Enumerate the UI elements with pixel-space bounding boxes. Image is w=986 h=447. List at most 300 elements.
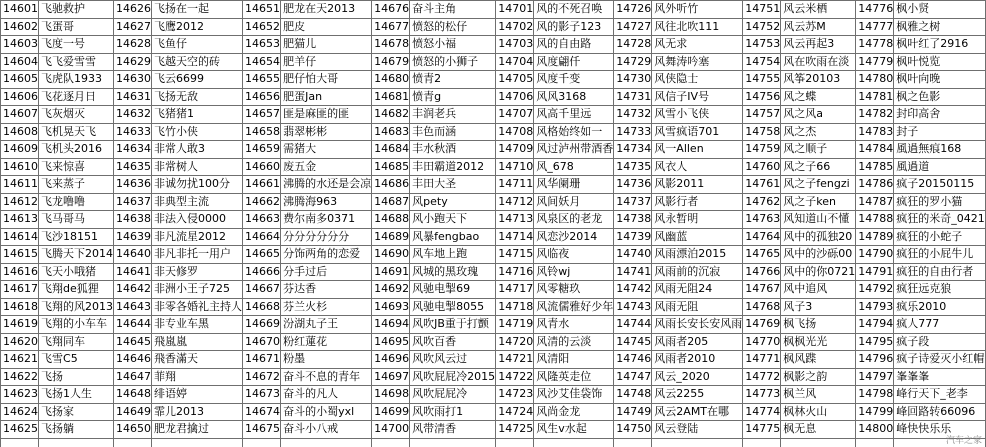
id-cell[interactable]: 14720 [496, 333, 534, 351]
name-cell[interactable]: 風過道 [894, 158, 986, 176]
id-cell[interactable]: 14790 [856, 246, 894, 264]
name-cell[interactable]: 芬达香 [281, 281, 372, 299]
id-cell[interactable]: 14701 [496, 1, 534, 19]
name-cell[interactable]: 风云苏M [781, 18, 856, 36]
id-cell[interactable]: 14771 [743, 351, 781, 369]
id-cell[interactable]: 14777 [856, 18, 894, 36]
name-cell[interactable]: 风雨者2010 [652, 351, 743, 369]
id-cell[interactable]: 14729 [614, 53, 652, 71]
id-cell[interactable]: 14634 [114, 141, 152, 159]
empty-cell[interactable] [243, 438, 281, 447]
id-cell[interactable]: 14624 [1, 403, 39, 421]
name-cell[interactable]: 风格始终如一 [534, 123, 614, 141]
name-cell[interactable]: 飞马哥马 [39, 211, 114, 229]
id-cell[interactable]: 14756 [743, 88, 781, 106]
name-cell[interactable]: 丰田大圣 [410, 176, 496, 194]
id-cell[interactable]: 14797 [856, 368, 894, 386]
name-cell[interactable]: 风清的云淡 [534, 333, 614, 351]
id-cell[interactable]: 14699 [372, 403, 410, 421]
name-cell[interactable]: 风幽蓝 [652, 228, 743, 246]
id-cell[interactable]: 14743 [614, 298, 652, 316]
id-cell[interactable]: 14760 [743, 158, 781, 176]
name-cell[interactable]: 飞云6699 [152, 71, 243, 89]
name-cell[interactable]: 风吹百香 [410, 333, 496, 351]
id-cell[interactable]: 14689 [372, 228, 410, 246]
id-cell[interactable]: 14798 [856, 386, 894, 404]
name-cell[interactable]: 飞雪C5 [39, 351, 114, 369]
name-cell[interactable]: 风筝20103 [781, 71, 856, 89]
id-cell[interactable]: 14694 [372, 316, 410, 334]
id-cell[interactable]: 14780 [856, 71, 894, 89]
id-cell[interactable]: 14604 [1, 53, 39, 71]
name-cell[interactable]: 风子3 [781, 298, 856, 316]
id-cell[interactable]: 14690 [372, 246, 410, 264]
id-cell[interactable]: 14736 [614, 176, 652, 194]
name-cell[interactable]: 风永暂明 [652, 211, 743, 229]
empty-cell[interactable] [496, 438, 534, 447]
name-cell[interactable]: 峰回路转66096 [894, 403, 986, 421]
empty-cell[interactable] [743, 438, 781, 447]
name-cell[interactable]: 风信子IV号 [652, 88, 743, 106]
id-cell[interactable]: 14714 [496, 228, 534, 246]
id-cell[interactable]: 14633 [114, 123, 152, 141]
id-cell[interactable]: 14762 [743, 193, 781, 211]
name-cell[interactable]: 风云登陆 [652, 421, 743, 439]
id-cell[interactable]: 14651 [243, 1, 281, 19]
name-cell[interactable]: 分手过后 [281, 263, 372, 281]
name-cell[interactable]: 枫枫光光 [781, 333, 856, 351]
id-cell[interactable]: 14638 [114, 211, 152, 229]
id-cell[interactable]: 14753 [743, 36, 781, 54]
name-cell[interactable]: 风吹风云过 [410, 351, 496, 369]
id-cell[interactable]: 14661 [243, 176, 281, 194]
id-cell[interactable]: 14696 [372, 351, 410, 369]
name-cell[interactable]: 飛嵐嵐 [152, 333, 243, 351]
id-cell[interactable]: 14722 [496, 368, 534, 386]
id-cell[interactable]: 14754 [743, 53, 781, 71]
name-cell[interactable]: 愤怒的小狮子 [410, 53, 496, 71]
id-cell[interactable]: 14692 [372, 281, 410, 299]
name-cell[interactable]: 奋斗的小蜀yxl [281, 403, 372, 421]
id-cell[interactable]: 14695 [372, 333, 410, 351]
id-cell[interactable]: 14677 [372, 18, 410, 36]
name-cell[interactable]: 沸腾海963 [281, 193, 372, 211]
id-cell[interactable]: 14645 [114, 333, 152, 351]
id-cell[interactable]: 14785 [856, 158, 894, 176]
name-cell[interactable]: 风临夜 [534, 246, 614, 264]
id-cell[interactable]: 14758 [743, 123, 781, 141]
id-cell[interactable]: 14723 [496, 386, 534, 404]
name-cell[interactable]: 疯乐2010 [894, 298, 986, 316]
name-cell[interactable]: 枫影之韵 [781, 368, 856, 386]
id-cell[interactable]: 14642 [114, 281, 152, 299]
name-cell[interactable]: 风高千里远 [534, 106, 614, 124]
id-cell[interactable]: 14657 [243, 106, 281, 124]
name-cell[interactable]: 非天修罗 [152, 263, 243, 281]
name-cell[interactable]: 疯子20150115 [894, 176, 986, 194]
name-cell[interactable]: 肥龙君擒过 [152, 421, 243, 439]
id-cell[interactable]: 14796 [856, 351, 894, 369]
name-cell[interactable]: 峯峯峯 [894, 368, 986, 386]
name-cell[interactable]: 奋斗主角 [410, 1, 496, 19]
empty-cell[interactable] [410, 438, 496, 447]
name-cell[interactable]: 风过泸州带酒香 [534, 141, 614, 159]
id-cell[interactable]: 14674 [243, 403, 281, 421]
id-cell[interactable]: 14759 [743, 141, 781, 159]
name-cell[interactable]: 风驰电掣69 [410, 281, 496, 299]
id-cell[interactable]: 14739 [614, 228, 652, 246]
name-cell[interactable]: 肥蛋Jan [281, 88, 372, 106]
id-cell[interactable]: 14622 [1, 368, 39, 386]
name-cell[interactable]: 风生v水起 [534, 421, 614, 439]
id-cell[interactable]: 14789 [856, 228, 894, 246]
name-cell[interactable]: 愤青g [410, 88, 496, 106]
name-cell[interactable]: 非常树人 [152, 158, 243, 176]
name-cell[interactable]: 飞猪猪1 [152, 106, 243, 124]
name-cell[interactable]: 风的影子123 [534, 18, 614, 36]
name-cell[interactable]: 风之顺子 [781, 141, 856, 159]
id-cell[interactable]: 14712 [496, 193, 534, 211]
name-cell[interactable]: 飞扬 [39, 368, 114, 386]
id-cell[interactable]: 14793 [856, 298, 894, 316]
id-cell[interactable]: 14648 [114, 386, 152, 404]
name-cell[interactable]: 霏儿2013 [152, 403, 243, 421]
name-cell[interactable]: 丰色而涵 [410, 123, 496, 141]
id-cell[interactable]: 14612 [1, 193, 39, 211]
id-cell[interactable]: 14683 [372, 123, 410, 141]
name-cell[interactable]: 风小跑天下 [410, 211, 496, 229]
id-cell[interactable]: 14748 [614, 386, 652, 404]
id-cell[interactable]: 14670 [243, 333, 281, 351]
name-cell[interactable]: 风舞涛吟塞 [652, 53, 743, 71]
id-cell[interactable]: 14767 [743, 281, 781, 299]
id-cell[interactable]: 14665 [243, 246, 281, 264]
name-cell[interactable]: 风影2011 [652, 176, 743, 194]
empty-cell[interactable] [781, 438, 856, 447]
id-cell[interactable]: 14707 [496, 106, 534, 124]
id-cell[interactable]: 14700 [372, 421, 410, 439]
id-cell[interactable]: 14706 [496, 88, 534, 106]
name-cell[interactable]: 肥仔怕大哥 [281, 71, 372, 89]
name-cell[interactable]: 肥羊仔 [281, 53, 372, 71]
id-cell[interactable]: 14680 [372, 71, 410, 89]
id-cell[interactable]: 14725 [496, 421, 534, 439]
name-cell[interactable]: 风的自由路 [534, 36, 614, 54]
id-cell[interactable]: 14761 [743, 176, 781, 194]
name-cell[interactable]: 风雨无阻 [652, 298, 743, 316]
id-cell[interactable]: 14611 [1, 176, 39, 194]
empty-cell[interactable] [281, 438, 372, 447]
name-cell[interactable]: 飞鹰2012 [152, 18, 243, 36]
id-cell[interactable]: 14610 [1, 158, 39, 176]
id-cell[interactable]: 14626 [114, 1, 152, 19]
id-cell[interactable]: 14615 [1, 246, 39, 264]
id-cell[interactable]: 14663 [243, 211, 281, 229]
name-cell[interactable]: 疯人777 [894, 316, 986, 334]
id-cell[interactable]: 14640 [114, 246, 152, 264]
empty-cell[interactable] [614, 438, 652, 447]
name-cell[interactable]: 风影行者 [652, 193, 743, 211]
name-cell[interactable]: 枫叶向晚 [894, 71, 986, 89]
id-cell[interactable]: 14717 [496, 281, 534, 299]
id-cell[interactable]: 14752 [743, 18, 781, 36]
name-cell[interactable]: 风中的你0721 [781, 263, 856, 281]
id-cell[interactable]: 14702 [496, 18, 534, 36]
name-cell[interactable]: 奋斗的凡人 [281, 386, 372, 404]
name-cell[interactable]: 风的不死召唤 [534, 1, 614, 19]
name-cell[interactable]: 飞扬1人生 [39, 386, 114, 404]
name-cell[interactable]: 疯子段 [894, 333, 986, 351]
name-cell[interactable]: 风之杰 [781, 123, 856, 141]
name-cell[interactable]: 枫叶悦览 [894, 53, 986, 71]
id-cell[interactable]: 14734 [614, 141, 652, 159]
id-cell[interactable]: 14631 [114, 88, 152, 106]
name-cell[interactable]: 风云再起3 [781, 36, 856, 54]
name-cell[interactable]: 飞来蒸子 [39, 176, 114, 194]
id-cell[interactable]: 14792 [856, 281, 894, 299]
name-cell[interactable]: 风带清香 [410, 421, 496, 439]
id-cell[interactable]: 14775 [743, 421, 781, 439]
name-cell[interactable]: 飞翔同车 [39, 333, 114, 351]
id-cell[interactable]: 14733 [614, 123, 652, 141]
name-cell[interactable]: 风恋沙2014 [534, 228, 614, 246]
id-cell[interactable]: 14724 [496, 403, 534, 421]
name-cell[interactable]: 风吹屁屁冷 [410, 386, 496, 404]
name-cell[interactable]: 风雪小飞侠 [652, 106, 743, 124]
name-cell[interactable]: 風過無痕168 [894, 141, 986, 159]
id-cell[interactable]: 14698 [372, 386, 410, 404]
name-cell[interactable]: 枫兰风 [781, 386, 856, 404]
id-cell[interactable]: 14693 [372, 298, 410, 316]
id-cell[interactable]: 14745 [614, 333, 652, 351]
id-cell[interactable]: 14679 [372, 53, 410, 71]
name-cell[interactable]: 风无求 [652, 36, 743, 54]
name-cell[interactable]: 非凡非托一用户 [152, 246, 243, 264]
id-cell[interactable]: 14639 [114, 228, 152, 246]
name-cell[interactable]: 非法入侵0000 [152, 211, 243, 229]
id-cell[interactable]: 14786 [856, 176, 894, 194]
id-cell[interactable]: 14765 [743, 246, 781, 264]
name-cell[interactable]: 疯狂的小蛇子 [894, 228, 986, 246]
name-cell[interactable]: 匪是麻匪的匪 [281, 106, 372, 124]
name-cell[interactable]: 飞鱼仔 [152, 36, 243, 54]
name-cell[interactable]: 愤怒的松仔 [410, 18, 496, 36]
id-cell[interactable]: 14757 [743, 106, 781, 124]
name-cell[interactable]: 风雪疯语701 [652, 123, 743, 141]
name-cell[interactable]: 风驰电掣8055 [410, 298, 496, 316]
name-cell[interactable]: 风外听竹 [652, 1, 743, 19]
name-cell[interactable]: 奋斗不息的青年 [281, 368, 372, 386]
name-cell[interactable]: 风泉区的老龙 [534, 211, 614, 229]
id-cell[interactable]: 14668 [243, 298, 281, 316]
id-cell[interactable]: 14751 [743, 1, 781, 19]
id-cell[interactable]: 14716 [496, 263, 534, 281]
id-cell[interactable]: 14607 [1, 106, 39, 124]
name-cell[interactable]: 风侠隐士 [652, 71, 743, 89]
id-cell[interactable]: 14772 [743, 368, 781, 386]
name-cell[interactable]: 愤怒小福 [410, 36, 496, 54]
id-cell[interactable]: 14770 [743, 333, 781, 351]
id-cell[interactable]: 14641 [114, 263, 152, 281]
name-cell[interactable]: 风之风a [781, 106, 856, 124]
name-cell[interactable]: 飞机头2016 [39, 141, 114, 159]
name-cell[interactable]: 疯狂的自由行者 [894, 263, 986, 281]
empty-cell[interactable] [114, 438, 152, 447]
name-cell[interactable]: 芬兰火杉 [281, 298, 372, 316]
id-cell[interactable]: 14703 [496, 36, 534, 54]
id-cell[interactable]: 14608 [1, 123, 39, 141]
id-cell[interactable]: 14644 [114, 316, 152, 334]
name-cell[interactable]: 枫风蹀 [781, 351, 856, 369]
id-cell[interactable]: 14773 [743, 386, 781, 404]
id-cell[interactable]: 14662 [243, 193, 281, 211]
id-cell[interactable]: 14643 [114, 298, 152, 316]
id-cell[interactable]: 14750 [614, 421, 652, 439]
name-cell[interactable]: 肥猫儿 [281, 36, 372, 54]
name-cell[interactable]: 风尚金龙 [534, 403, 614, 421]
name-cell[interactable]: 飞机晃天飞 [39, 123, 114, 141]
name-cell[interactable]: 风青水 [534, 316, 614, 334]
id-cell[interactable]: 14630 [114, 71, 152, 89]
id-cell[interactable]: 14656 [243, 88, 281, 106]
id-cell[interactable]: 14647 [114, 368, 152, 386]
id-cell[interactable]: 14684 [372, 141, 410, 159]
name-cell[interactable]: 翡翠彬彬 [281, 123, 372, 141]
id-cell[interactable]: 14746 [614, 351, 652, 369]
id-cell[interactable]: 14710 [496, 158, 534, 176]
id-cell[interactable]: 14602 [1, 18, 39, 36]
id-cell[interactable]: 14681 [372, 88, 410, 106]
id-cell[interactable]: 14606 [1, 88, 39, 106]
name-cell[interactable]: 绯语婷 [152, 386, 243, 404]
id-cell[interactable]: 14614 [1, 228, 39, 246]
name-cell[interactable]: 飞竹小侠 [152, 123, 243, 141]
id-cell[interactable]: 14687 [372, 193, 410, 211]
name-cell[interactable]: 风云2255 [652, 386, 743, 404]
name-cell[interactable]: 风雨前的沉寂 [652, 263, 743, 281]
id-cell[interactable]: 14609 [1, 141, 39, 159]
name-cell[interactable]: 峰快快乐乐 [894, 421, 986, 439]
name-cell[interactable]: 疯狂远克狼 [894, 281, 986, 299]
id-cell[interactable]: 14766 [743, 263, 781, 281]
name-cell[interactable]: 分饰两角的恋爱 [281, 246, 372, 264]
name-cell[interactable]: 汾湖丸子王 [281, 316, 372, 334]
name-cell[interactable]: 飞扬无敌 [152, 88, 243, 106]
id-cell[interactable]: 14787 [856, 193, 894, 211]
name-cell[interactable]: 飞灰烟灭 [39, 106, 114, 124]
name-cell[interactable]: 风吹雨打1 [410, 403, 496, 421]
id-cell[interactable]: 14768 [743, 298, 781, 316]
name-cell[interactable]: 风云米栖 [781, 1, 856, 19]
name-cell[interactable]: 风度千变 [534, 71, 614, 89]
id-cell[interactable]: 14784 [856, 141, 894, 159]
empty-cell[interactable] [534, 438, 614, 447]
name-cell[interactable]: 风一Allen [652, 141, 743, 159]
name-cell[interactable]: 风云2AMT在哪 [652, 403, 743, 421]
name-cell[interactable]: 封子 [894, 123, 986, 141]
name-cell[interactable]: 疯狂的罗小猫 [894, 193, 986, 211]
id-cell[interactable]: 14735 [614, 158, 652, 176]
name-cell[interactable]: 飞翔de狐狸 [39, 281, 114, 299]
id-cell[interactable]: 14778 [856, 36, 894, 54]
name-cell[interactable]: 肥皮 [281, 18, 372, 36]
name-cell[interactable]: 枫之色影 [894, 88, 986, 106]
id-cell[interactable]: 14666 [243, 263, 281, 281]
id-cell[interactable]: 14782 [856, 106, 894, 124]
name-cell[interactable]: 飞驰救护 [39, 1, 114, 19]
name-cell[interactable]: 丰田霸道2012 [410, 158, 496, 176]
name-cell[interactable]: 飛香滿天 [152, 351, 243, 369]
id-cell[interactable]: 14650 [114, 421, 152, 439]
id-cell[interactable]: 14637 [114, 193, 152, 211]
name-cell[interactable]: 风_678 [534, 158, 614, 176]
name-cell[interactable]: 飞花逐月日 [39, 88, 114, 106]
id-cell[interactable]: 14718 [496, 298, 534, 316]
id-cell[interactable]: 14728 [614, 36, 652, 54]
id-cell[interactable]: 14603 [1, 36, 39, 54]
id-cell[interactable]: 14625 [1, 421, 39, 439]
name-cell[interactable]: 飞沙18151 [39, 228, 114, 246]
name-cell[interactable]: 风间妖月 [534, 193, 614, 211]
name-cell[interactable]: 非典型主流 [152, 193, 243, 211]
id-cell[interactable]: 14658 [243, 123, 281, 141]
id-cell[interactable]: 14620 [1, 333, 39, 351]
name-cell[interactable]: 风零糖玖 [534, 281, 614, 299]
id-cell[interactable]: 14671 [243, 351, 281, 369]
empty-cell[interactable] [1, 438, 39, 447]
id-cell[interactable]: 14769 [743, 316, 781, 334]
name-cell[interactable]: 飞翔的风2013 [39, 298, 114, 316]
id-cell[interactable]: 14726 [614, 1, 652, 19]
name-cell[interactable]: 风pety [410, 193, 496, 211]
name-cell[interactable]: 枫小贤 [894, 1, 986, 19]
id-cell[interactable]: 14781 [856, 88, 894, 106]
name-cell[interactable]: 枫雅之树 [894, 18, 986, 36]
name-cell[interactable]: 风云_2020 [652, 368, 743, 386]
name-cell[interactable]: 非诚勿扰100分 [152, 176, 243, 194]
id-cell[interactable]: 14732 [614, 106, 652, 124]
name-cell[interactable]: 废五金 [281, 158, 372, 176]
id-cell[interactable]: 14601 [1, 1, 39, 19]
name-cell[interactable]: 风之子ken [781, 193, 856, 211]
name-cell[interactable]: 风之子66 [781, 158, 856, 176]
name-cell[interactable]: 肥龙在天2013 [281, 1, 372, 19]
name-cell[interactable]: 枫飞扬 [781, 316, 856, 334]
id-cell[interactable]: 14705 [496, 71, 534, 89]
name-cell[interactable]: 风城的黑玫瑰 [410, 263, 496, 281]
name-cell[interactable]: 风之子fengzi [781, 176, 856, 194]
name-cell[interactable]: 枫林火山 [781, 403, 856, 421]
id-cell[interactable]: 14730 [614, 71, 652, 89]
id-cell[interactable]: 14711 [496, 176, 534, 194]
id-cell[interactable]: 14654 [243, 53, 281, 71]
name-cell[interactable]: 风度翩仟 [534, 53, 614, 71]
id-cell[interactable]: 14749 [614, 403, 652, 421]
name-cell[interactable]: 费尔南多0371 [281, 211, 372, 229]
id-cell[interactable]: 14646 [114, 351, 152, 369]
id-cell[interactable]: 14737 [614, 193, 652, 211]
name-cell[interactable]: 风在吹雨在淡 [781, 53, 856, 71]
id-cell[interactable]: 14653 [243, 36, 281, 54]
name-cell[interactable]: 飞天小哦猪 [39, 263, 114, 281]
id-cell[interactable]: 14629 [114, 53, 152, 71]
name-cell[interactable]: 风铃wj [534, 263, 614, 281]
empty-cell[interactable] [652, 438, 743, 447]
name-cell[interactable]: 风吹屁屁冷2015 [410, 368, 496, 386]
id-cell[interactable]: 14635 [114, 158, 152, 176]
id-cell[interactable]: 14660 [243, 158, 281, 176]
id-cell[interactable]: 14800 [856, 421, 894, 439]
